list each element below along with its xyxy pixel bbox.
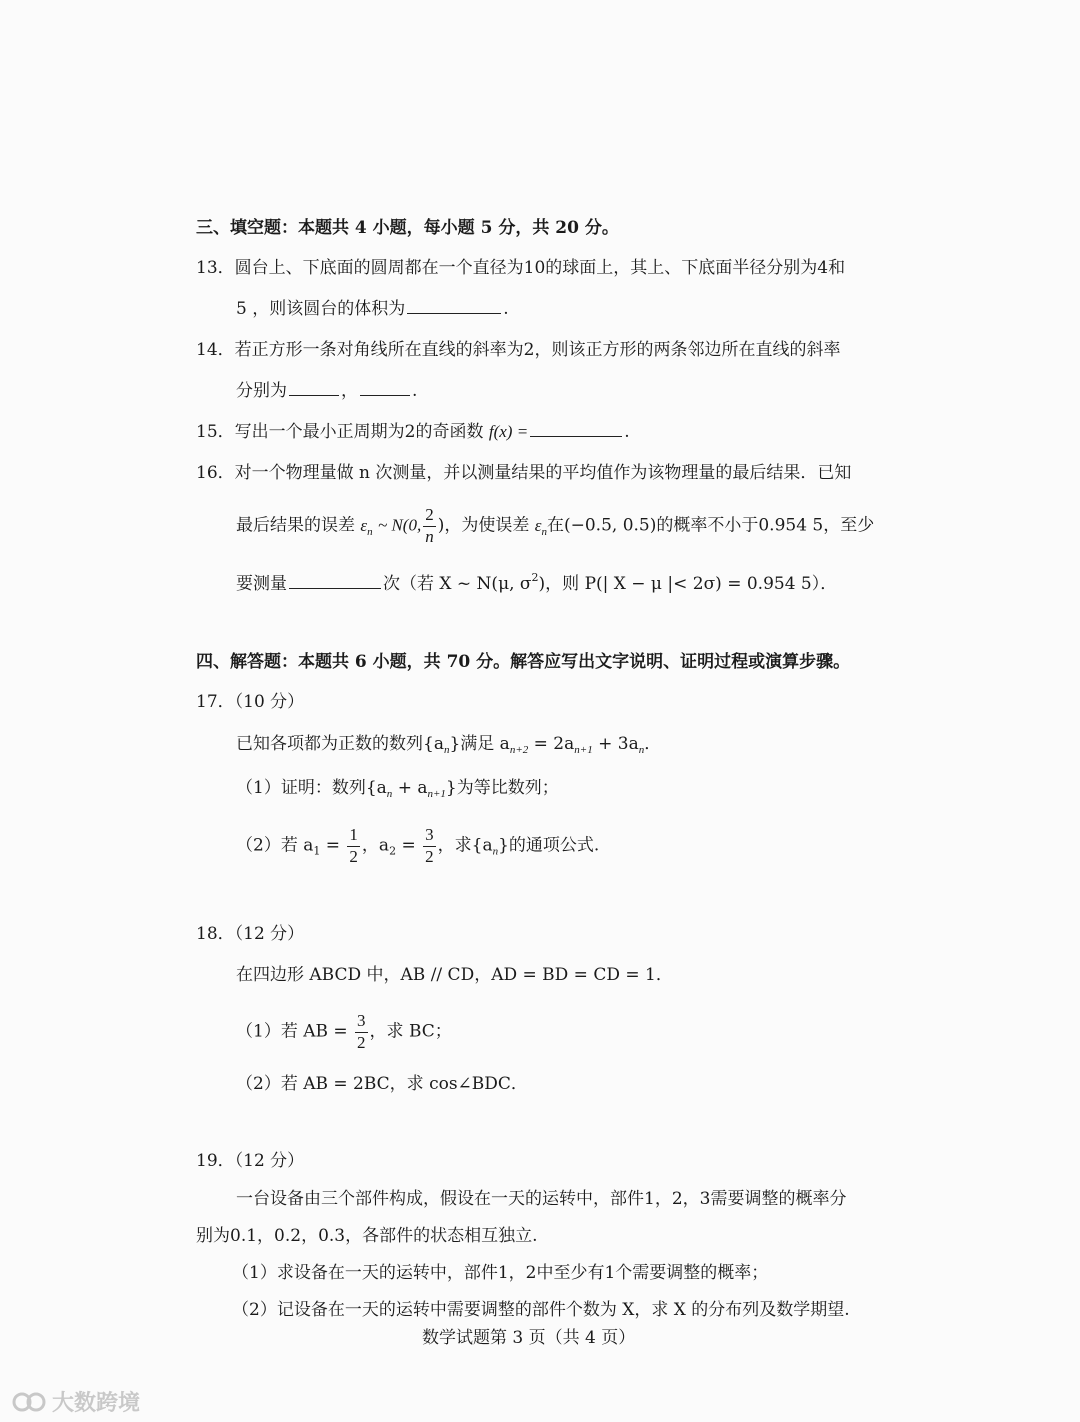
q19-part1: （1）求设备在一天的运转中，部件1，2中至少有1个需要调整的概率； [232,1263,769,1283]
q14-period: . [412,381,418,401]
q18-heading: 18．（12 分） [196,924,305,944]
page-footer: 数学试题第 3 页（共 4 页） [422,1328,636,1348]
q13-text-2: 5 ，则该圆台的体积为 [236,299,406,319]
q16-text-3a: 要测量 [236,574,287,594]
q17-heading: 17．（10 分） [196,692,305,712]
q16-epsilon: $\varepsilon_n$ [360,515,373,538]
q13-number: 13． [196,258,235,278]
q15-line [196,423,630,441]
q18-part2: （2）若 AB = 2BC，求 cos∠BDC． [236,1074,528,1094]
q18-stem: 在四边形 ABCD 中，AB // CD，AD = BD = CD = 1． [236,965,673,985]
q13-line2 [236,301,509,318]
section-4-title: 四、解答题：本题共 6 小题，共 70 分。解答应写出文字说明、证明过程或演算步骤。 [196,652,851,672]
q16-line1 [196,465,851,482]
q19-line2: 别为0.1，0.2，0.3，各部件的状态相互独立. [196,1226,538,1246]
q17-part2: （2）若 $a_1$ = $\frac{1}{2}$ ，$a_2$ = $\frac{3}{2}$ ，求$\{a_n\}$的通项公式. [236,825,600,866]
q17-stem: 已知各项都为正数的数列$\{a_n\}$满足 $a_{n+2} = 2a_{n+1} + 3a_n$． [236,734,662,756]
q16-square: 2 [531,571,539,584]
q16-distribution: ~ N(0, [378,515,422,535]
q15-number: 15． [196,422,235,442]
q16-answer-blank[interactable] [289,587,381,589]
section-3-title: 三、填空题：本题共 4 小题，每小题 5 分，共 20 分。 [196,218,619,238]
q13-text-1: 圆台上、下底面的圆周都在一个直径为10的球面上，其上、下底面半径分别为4和 [234,258,846,278]
q19-heading: 19．（12 分） [196,1151,305,1171]
q14-line1 [196,342,840,359]
q16-text-3b: 次（若 X ~ N(μ, σ [383,574,532,594]
q18-part1: （1）若 AB = $\frac{3}{2}$ ，求 BC； [236,1011,452,1052]
q16-text-2a: 最后结果的误差 [236,515,355,536]
q14-text-2: 分别为 [236,381,287,401]
q16-text-3c: )，则 P(| X − μ |< 2σ) = 0.954 5）． [538,574,838,594]
q19-line1: 一台设备由三个部件构成，假设在一天的运转中，部件1，2，3需要调整的概率分 [236,1189,847,1209]
q16-text-1: 对一个物理量做 n 次测量，并以测量结果的平均值作为该物理量的最后结果．已知 [234,463,852,483]
q17-fraction-2: $\frac{3}{2}$ [425,825,434,866]
q16-number: 16． [196,463,235,483]
q16-text-2c: 在(−0.5, 0.5)的概率不小于0.954 5，至少 [546,515,875,536]
q16-line2 [236,506,874,546]
q15-function: f(x) = [488,422,529,441]
q17-part1: （1）证明：数列$\{a_n + a_{n+1}\}$为等比数列； [236,778,559,800]
q14-answer-blank-1[interactable] [289,394,339,396]
q18-fraction: $\frac{3}{2}$ [357,1011,366,1052]
watermark-text: 大数跨境 [52,1391,141,1416]
q14-comma: ， [341,381,358,401]
q15-text: 写出一个最小正周期为2的奇函数 [234,422,484,442]
q14-text-1: 若正方形一条对角线所在直线的斜率为2，则该正方形的两条邻边所在直线的斜率 [234,340,841,360]
q13-period: . [503,299,509,319]
watermark [12,1386,140,1417]
q17-fraction-1: $\frac{1}{2}$ [349,825,358,866]
q15-period: . [624,422,630,442]
watermark-logo-icon [12,1391,46,1413]
q16-text-2b: )，为使误差 [437,515,530,536]
q14-number: 14． [196,340,235,360]
q16-line3 [236,571,838,594]
q14-line2 [236,383,417,400]
q14-answer-blank-2[interactable] [360,394,410,396]
q16-fraction: $\frac{2}{n}$ [425,505,434,546]
q16-epsilon-2: $\varepsilon_n$ [534,515,547,538]
q19-part2: （2）记设备在一天的运转中需要调整的部件个数为 X，求 X 的分布列及数学期望. [232,1300,850,1320]
q13-answer-blank[interactable] [407,312,501,314]
q13-line1 [196,260,845,277]
q15-answer-blank[interactable] [530,435,622,437]
